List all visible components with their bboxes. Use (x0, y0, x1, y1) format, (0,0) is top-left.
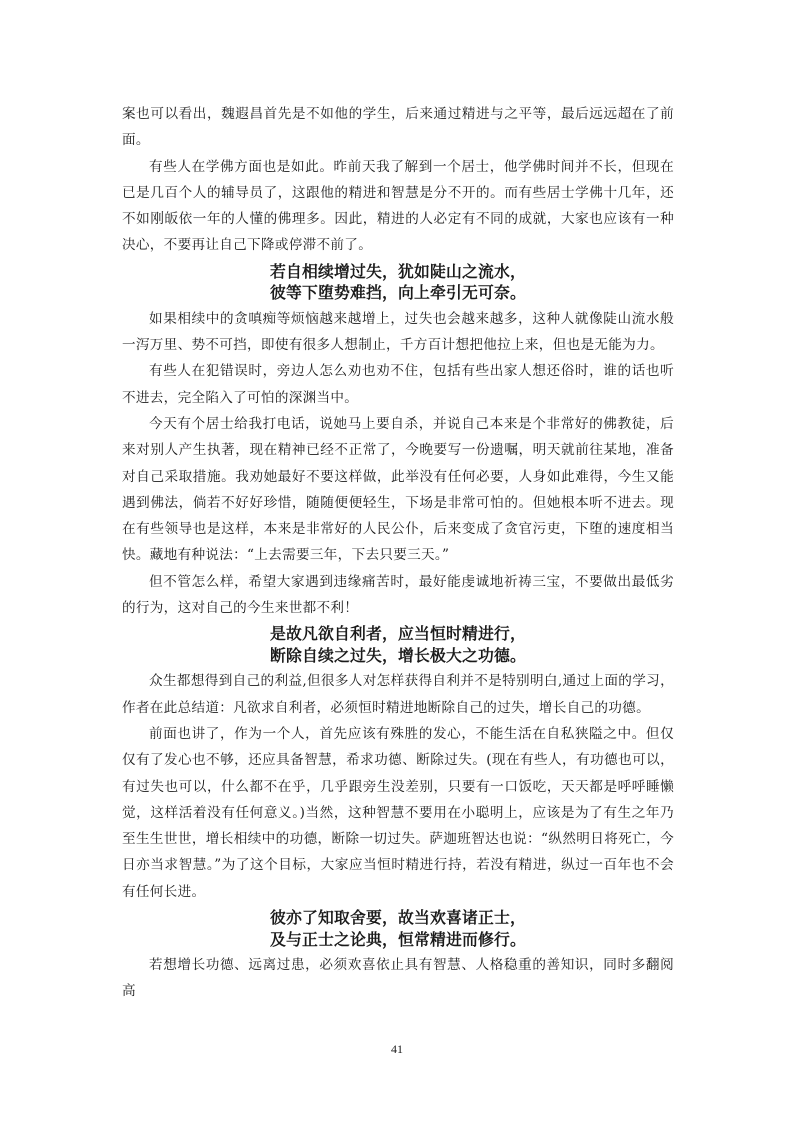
verse-line: 断除自续之过失，增长极大之功德。 (270, 645, 526, 665)
verse-line: 若自相续增过失，犹如陡山之流水， (270, 261, 526, 281)
paragraph: 案也可以看出，魏遐昌首先是不如他的学生，后来通过精进与之平等，最后远远超在了前面。 (122, 106, 674, 149)
verse-line: 是故凡欲自利者，应当恒时精进行， (270, 624, 526, 644)
page-number: 41 (391, 1042, 403, 1056)
paragraph: 但不管怎么样，希望大家遇到违缘痛苦时，最好能虔诚地祈祷三宝，不要做出最低劣的行为，这对自己的今生来世都不利！ (122, 573, 674, 617)
paragraph: 众生都想得到自己的利益,但很多人对怎样获得自利并不是特别明白,通过上面的学习，作者在此总结道：凡欲求自利者，必须恒时精进地断除自己的过失，增长自己的功德。 (122, 673, 674, 716)
verse-line: 彼等下堕势难挡，向上牵引无可奈。 (270, 283, 526, 303)
paragraph: 前面也讲了，作为一个人，首先应该有殊胜的发心，不能生活在自私狭隘之中。但仅仅有了发心也不够，还应具备智慧，希求功德、断除过失。(现在有些人，有功德也可以，有过失也可以，什么都不在乎，几乎跟旁生没差别，只要有一口饭吃，天天都是呼呼睡懒觉，这样活着没有任何意义。)当然，这种智慧不要用在小聪明上，应该是为了有生之年乃至生生世世，增长相续中的功德，断除一切过失。萨迦班智达也说：“纵然明日将死亡，今日亦当求智慧。”为了这个目标，大家应当恒时精进行持，若没有精进，纵过一百年也不会有任何长进。 (122, 725, 674, 900)
paragraph: 有些人在犯错误时，旁边人怎么劝也劝不住，包括有些出家人想还俗时，谁的话也听不进去，完全陷入了可怕的深渊当中。 (122, 363, 674, 406)
verse-block (122, 261, 674, 304)
verse-line: 及与正士之论典，恒常精进而修行。 (270, 929, 526, 949)
paragraph: 若想增长功德、远离过患，必须欢喜依止具有智慧、人格稳重的善知识，同时多翻阅高 (122, 957, 674, 1000)
verse-block (122, 907, 674, 950)
paragraph: 今天有个居士给我打电话，说她马上要自杀，并说自己本来是个非常好的佛教徒，后来对别人产生执著，现在精神已经不正常了，今晚要写一份遗嘱，明天就前往某地，准备对自己采取措施。我劝她最好不要这样做，此举没有任何必要，人身如此难得，今生又能遇到佛法，倘若不好好珍惜，随随便便轻生，下场是非常可怕的。但她根本听不进去。现在有些领导也是这样，本来是非常好的人民公仆，后来变成了贪官污吏，下堕的速度相当快。藏地有种说法：“上去需要三年，下去只要三天。” (122, 415, 674, 564)
paragraph: 如果相续中的贪嗔痴等烦恼越来越增上，过失也会越来越多，这种人就像陡山流水般一泻万里、势不可挡，即使有很多人想制止，千方百计想把他拉上来，但也是无能为力。 (122, 310, 674, 354)
verse-line: 彼亦了知取舍要，故当欢喜诸正士， (270, 908, 526, 928)
paragraph: 有些人在学佛方面也是如此。昨前天我了解到一个居士，他学佛时间并不长，但现在已是几百个人的辅导员了，这跟他的精进和智慧是分不开的。而有些居士学佛十几年，还不如刚皈依一年的人懂的佛理多。因此，精进的人必定有不同的成就，大家也应该有一种决心，不要再让自己下降或停滞不前了。 (122, 158, 674, 254)
verse-block (122, 623, 674, 666)
page-content (122, 101, 674, 1005)
